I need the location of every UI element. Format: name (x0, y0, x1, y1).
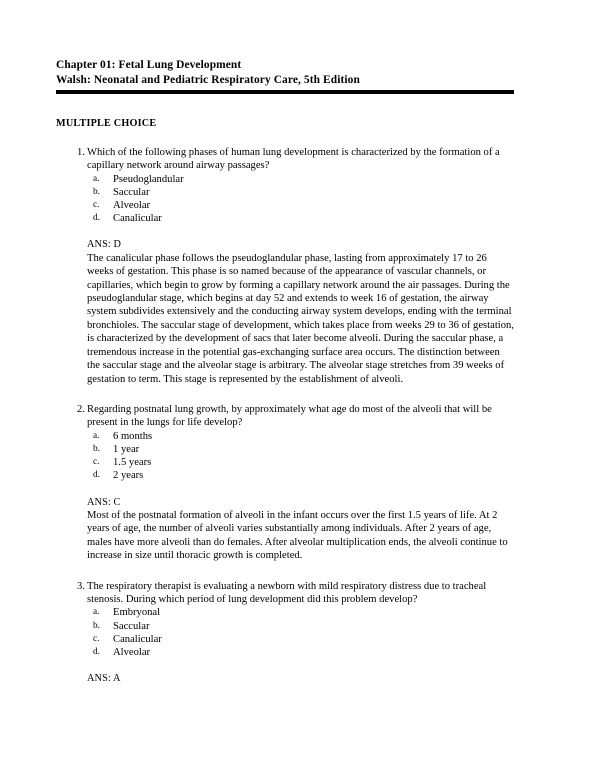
question-list (56, 146, 514, 686)
option-item[interactable] (87, 186, 514, 199)
option-letter: d. (93, 646, 100, 657)
option-item[interactable] (87, 443, 514, 456)
answer-label: ANS: D (87, 239, 122, 251)
question-number: 1. (77, 146, 85, 158)
option-text: 1 year (113, 443, 140, 455)
header-divider-rule (56, 90, 514, 94)
answer-block (87, 672, 514, 685)
answer-label: ANS: C (87, 496, 121, 508)
option-letter: d. (93, 213, 100, 224)
option-letter: a. (93, 607, 100, 618)
option-item[interactable] (87, 646, 514, 659)
header-chapter-title: Chapter 01: Fetal Lung Development (56, 59, 242, 71)
question-block (56, 403, 514, 563)
question-block (56, 146, 514, 386)
section-title-multiple-choice: MULTIPLE CHOICE (56, 117, 157, 129)
document-header (56, 58, 514, 89)
option-letter: a. (93, 430, 100, 441)
option-letter: a. (93, 173, 100, 184)
option-letter: c. (93, 200, 100, 211)
option-item[interactable] (87, 212, 514, 225)
option-text: Canalicular (113, 633, 162, 645)
option-text: 1.5 years (113, 457, 152, 469)
option-item[interactable] (87, 633, 514, 646)
option-text: Alveolar (113, 646, 151, 658)
option-text: Pseudoglandular (113, 173, 184, 185)
answer-label: ANS: A (87, 673, 121, 685)
option-text: Saccular (113, 620, 150, 632)
option-text: 6 months (113, 430, 153, 442)
answer-block (87, 238, 514, 385)
option-text: Canalicular (113, 213, 162, 225)
question-text: The respiratory therapist is evaluating a newborn with mild respiratory distress due to tracheal stenosis. During which period of lung development did this problem develop? (87, 580, 487, 605)
answer-rationale: Most of the postnatal formation of alveoli in the infant occurs over the first 1.5 years of life. At 2 years of age, the number of alveoli varies substantially among individuals. After 2 years of age, males have more alveoli than do females. After alveolar multiplication ends, the alveoli continue to increase in size until thoracic growth is completed. (87, 509, 508, 562)
option-letter: c. (93, 633, 100, 644)
option-letter: c. (93, 457, 100, 468)
document-content (56, 58, 514, 686)
option-text: 2 years (113, 470, 144, 482)
option-item[interactable] (87, 469, 514, 482)
option-letter: b. (93, 443, 100, 454)
answer-rationale: The canalicular phase follows the pseudoglandular phase, lasting from approximately 17 to 26 weeks of gestation. This phase is so named because of the appearance of vascular channels, or capillaries, which begin to grow by forming a capillary network around the air passages. During the pseudoglandular stage, which begins at day 52 and extends to week 16 of gestation, the airway system subdivides extensively and the conducting airway system develops, ending with the terminal bronchioles. The saccular stage of development, which takes place from weeks 29 to 36 of gestation, is characterized by the development of sacs that later become alveoli. During the saccular phase, a tremendous increase in the potential gas-exchanging surface area occurs. The distinction between the saccular stage and the alveolar stage is arbitrary. The alveolar stage stretches from 39 weeks of gestation to term. This stage is represented by the establishment of alveoli. (87, 252, 514, 385)
option-letter: b. (93, 186, 100, 197)
option-item[interactable] (87, 620, 514, 633)
option-letter: b. (93, 620, 100, 631)
option-item[interactable] (87, 173, 514, 186)
option-list (87, 173, 514, 226)
answer-block (87, 496, 514, 563)
option-item[interactable] (87, 199, 514, 212)
option-item[interactable] (87, 430, 514, 443)
option-letter: d. (93, 470, 100, 481)
question-text: Regarding postnatal lung growth, by approximately what age do most of the alveoli that will be present in the lungs for life develop? (87, 403, 492, 429)
question-text: Which of the following phases of human lung development is characterized by the formation of a capillary network around airway passages? (87, 146, 500, 172)
question-number: 3. (77, 580, 85, 592)
option-list (87, 430, 514, 483)
option-text: Alveolar (113, 200, 151, 212)
option-item[interactable] (87, 606, 514, 619)
question-block (56, 580, 514, 686)
option-text: Embryonal (113, 607, 161, 619)
option-list (87, 606, 514, 659)
question-number: 2. (77, 403, 85, 415)
header-book-title: Walsh: Neonatal and Pediatric Respiratory Care, 5th Edition (56, 74, 360, 87)
option-item[interactable] (87, 456, 514, 469)
option-text: Saccular (113, 186, 150, 198)
